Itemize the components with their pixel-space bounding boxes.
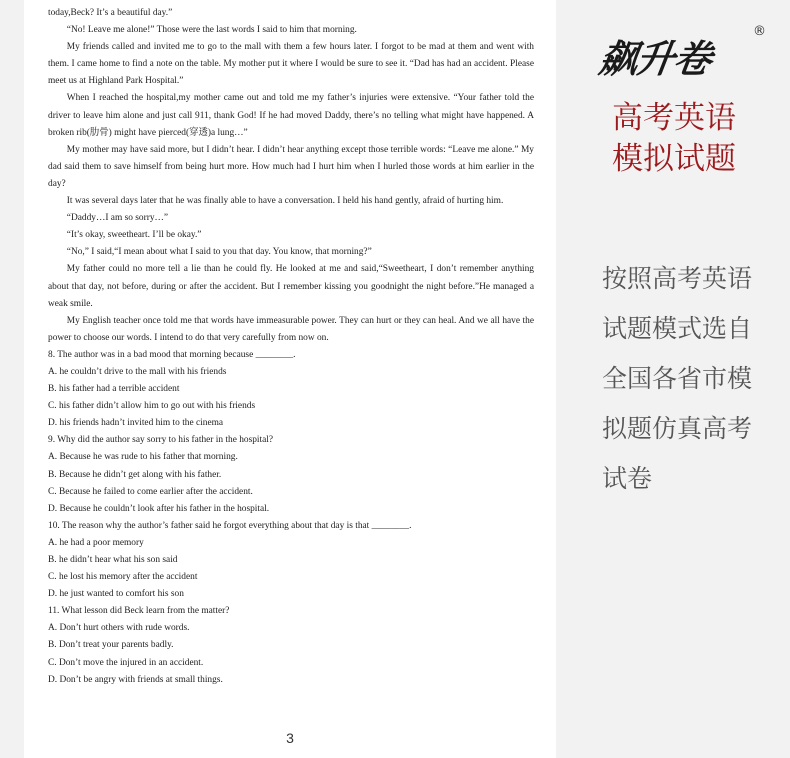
question-11-option-a: A. Don’t hurt others with rude words.: [48, 623, 190, 634]
paragraph-1: “No! Leave me alone!” Those were the last words I said to him that morning.: [66, 25, 357, 36]
brand-logo: 飙升卷: [596, 37, 714, 81]
page-text: [48, 5, 534, 689]
paragraph-4: My mother may have said more, but I didn’t hear. I didn’t hear anything except those terrible words: “Leave me alone.” My dad said them to save himself from being hurt more. How much had I hurt him when I hurled those words at him earlier in the day?: [48, 144, 534, 189]
question-8-option-b: B. his father had a terrible accident: [48, 384, 180, 395]
question-11-option-c: C. Don’t move the injured in an accident.: [48, 657, 204, 668]
question-8-stem: 8. The author was in a bad mood that morning because ________.: [48, 349, 296, 360]
question-8-option-a: A. he couldn’t drive to the mall with his friends: [48, 366, 227, 377]
paragraph-0: today,Beck? It’s a beautiful day.”: [48, 8, 173, 18]
question-10-option-a: A. he had a poor memory: [48, 537, 144, 548]
paragraph-6: “Daddy…I am so sorry…”: [66, 213, 169, 224]
page-number: 3: [286, 730, 294, 746]
question-11-stem: 11. What lesson did Beck learn from the matter?: [48, 606, 230, 617]
paragraph-7: “It’s okay, sweetheart. I’ll be okay.”: [66, 230, 202, 241]
sidebar-description: 按照高考英语试题模式选自全国各省市模拟题仿真高考试卷: [602, 264, 753, 493]
question-11-option-b: B. Don’t treat your parents badly.: [48, 640, 174, 651]
question-9-option-a: A. Because he was rude to his father that morning.: [48, 452, 238, 463]
sidebar: [556, 0, 790, 758]
question-9-stem: 9. Why did the author say sorry to his father in the hospital?: [48, 435, 274, 446]
question-9-option-c: C. Because he failed to come earlier after the accident.: [48, 486, 253, 497]
title-line-1: 高考英语: [612, 100, 736, 136]
question-8-option-d: D. his friends hadn’t invited him to the cinema: [48, 418, 224, 429]
exam-page: [24, 0, 556, 758]
paragraph-5: It was several days later that he was finally able to have a conversation. I held his hand gently, afraid of hurting him.: [66, 196, 504, 207]
question-8-option-c: C. his father didn’t allow him to go out with his friends: [48, 401, 256, 412]
question-11-option-d: D. Don’t be angry with friends at small things.: [48, 674, 223, 685]
question-10-option-c: C. he lost his memory after the accident: [48, 572, 198, 583]
question-10-option-d: D. he just wanted to comfort his son: [48, 589, 184, 600]
paragraph-2: My friends called and invited me to go to the mall with them a few hours later. I forgot to be mad at them and went with them. I came home to find a note on the table. My mother put it where I would be sure to see it. “Dad has had an accident. Please meet us at Highland Park Hospital.”: [48, 42, 534, 87]
question-9-option-b: B. Because he didn’t get along with his father.: [48, 469, 222, 480]
question-9-option-d: D. Because he couldn’t look after his father in the hospital.: [48, 503, 270, 514]
paragraph-9: My father could no more tell a lie than he could fly. He looked at me and said,“Sweetheart, I don’t remember anything about that day, not before, during or after the accident. But I remember kissing you goodnight the night before.”He managed a weak smile.: [48, 264, 534, 309]
paragraph-10: My English teacher once told me that words have immeasurable power. They can hurt or they can heal. And we all have the power to choose our words. I intend to do that very carefully from now on.: [48, 315, 534, 343]
title-line-2: 模拟试题: [612, 141, 736, 177]
question-10-stem: 10. The reason why the author’s father said he forgot everything about that day is that ________.: [48, 520, 412, 531]
question-10-option-b: B. he didn’t hear what his son said: [48, 555, 178, 565]
paragraph-3: When I reached the hospital,my mother came out and told me my father’s injuries were extensive. “Your father told the driver to leave him alone and just call 911, thank God! If he had moved Daddy, there’s no telling what might have happened. A broken rib(肋骨) might have pierced(穿透)a lung…”: [48, 93, 534, 138]
paragraph-8: “No,” I said,“I mean about what I said to you that day. You know, that morning?”: [66, 247, 372, 258]
registered-mark: ®: [753, 24, 766, 39]
